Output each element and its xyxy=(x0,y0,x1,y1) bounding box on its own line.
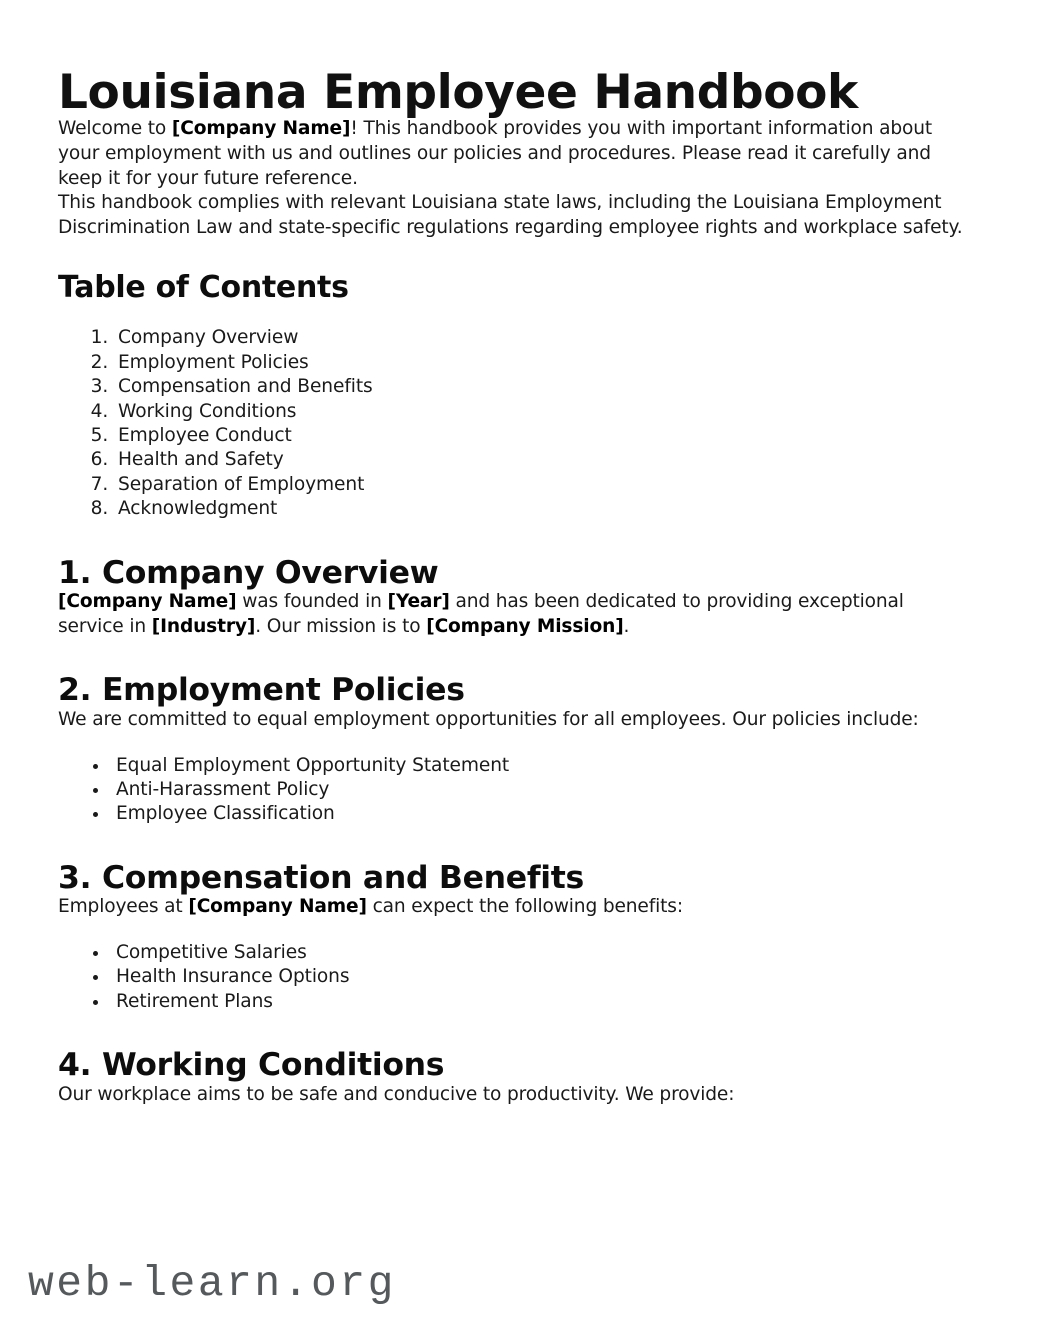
section-heading-employment-policies: 2. Employment Policies xyxy=(58,672,465,709)
table-of-contents-list xyxy=(58,326,970,521)
list-item: • Employee Classification xyxy=(110,802,970,826)
company-mission-placeholder: [Company Mission] xyxy=(426,615,624,637)
company-name-placeholder: [Company Name] xyxy=(188,896,367,918)
list-item: • Competitive Salaries xyxy=(110,941,970,965)
intro-paragraph-2: This handbook complies with relevant Louisiana state laws, including the Louisiana Employment Discrimination Law and state-specific regulations regarding employee rights and workplace safety. xyxy=(58,192,963,238)
employment-policies-list xyxy=(58,754,970,827)
toc-item[interactable]: 5. Employee Conduct xyxy=(114,424,970,448)
paragraph-text: can expect the following benefits: xyxy=(366,896,683,918)
intro-paragraph-1 xyxy=(58,117,970,191)
toc-item[interactable]: 6. Health and Safety xyxy=(114,448,970,472)
toc-item[interactable]: 8. Acknowledgment xyxy=(114,497,970,521)
industry-placeholder: [Industry] xyxy=(151,615,256,637)
paragraph-text: . xyxy=(623,615,630,637)
list-item: • Health Insurance Options xyxy=(110,965,970,989)
document-content xyxy=(58,0,970,1108)
paragraph-text: Employees at xyxy=(58,896,189,918)
list-item: • Equal Employment Opportunity Statement xyxy=(110,754,970,778)
company-name-placeholder: [Company Name] xyxy=(171,118,351,140)
paragraph-text: and has been dedicated to providing exceptional service in xyxy=(58,591,904,637)
toc-item[interactable]: 2. Employment Policies xyxy=(114,351,970,375)
compensation-benefits-list xyxy=(58,941,970,1014)
section-heading-compensation-benefits: 3. Compensation and Benefits xyxy=(58,859,584,896)
toc-item[interactable]: 3. Compensation and Benefits xyxy=(114,375,970,399)
list-item: • Retirement Plans xyxy=(110,990,970,1014)
paragraph-text: was founded in xyxy=(236,591,388,613)
toc-item[interactable]: 7. Separation of Employment xyxy=(114,473,970,497)
year-placeholder: [Year] xyxy=(387,591,450,613)
list-item: • Anti-Harassment Policy xyxy=(110,778,970,802)
toc-item[interactable]: 1. Company Overview xyxy=(114,326,970,350)
company-name-placeholder: [Company Name] xyxy=(58,591,237,613)
section-heading-working-conditions: 4. Working Conditions xyxy=(58,1047,445,1084)
intro-suffix: ! This handbook provides you with important information about your employment with us and outlines our policies and procedures. Please read it carefully and keep it for your future reference. xyxy=(58,118,932,189)
section-paragraph-company-overview xyxy=(58,590,970,639)
table-of-contents-heading: Table of Contents xyxy=(58,270,349,306)
intro-prefix: Welcome to xyxy=(58,118,172,140)
section-paragraph-compensation-benefits xyxy=(58,895,970,920)
section-heading-company-overview: 1. Company Overview xyxy=(58,554,439,591)
section-paragraph-working-conditions: Our workplace aims to be safe and conducive to productivity. We provide: xyxy=(58,1083,735,1105)
page-title: Louisiana Employee Handbook xyxy=(58,65,858,120)
section-paragraph-employment-policies: We are committed to equal employment opportunities for all employees. Our policies include: xyxy=(58,709,919,731)
toc-item[interactable]: 4. Working Conditions xyxy=(114,400,970,424)
site-watermark: web-learn.org xyxy=(28,1259,396,1308)
paragraph-text: . Our mission is to xyxy=(255,615,427,637)
